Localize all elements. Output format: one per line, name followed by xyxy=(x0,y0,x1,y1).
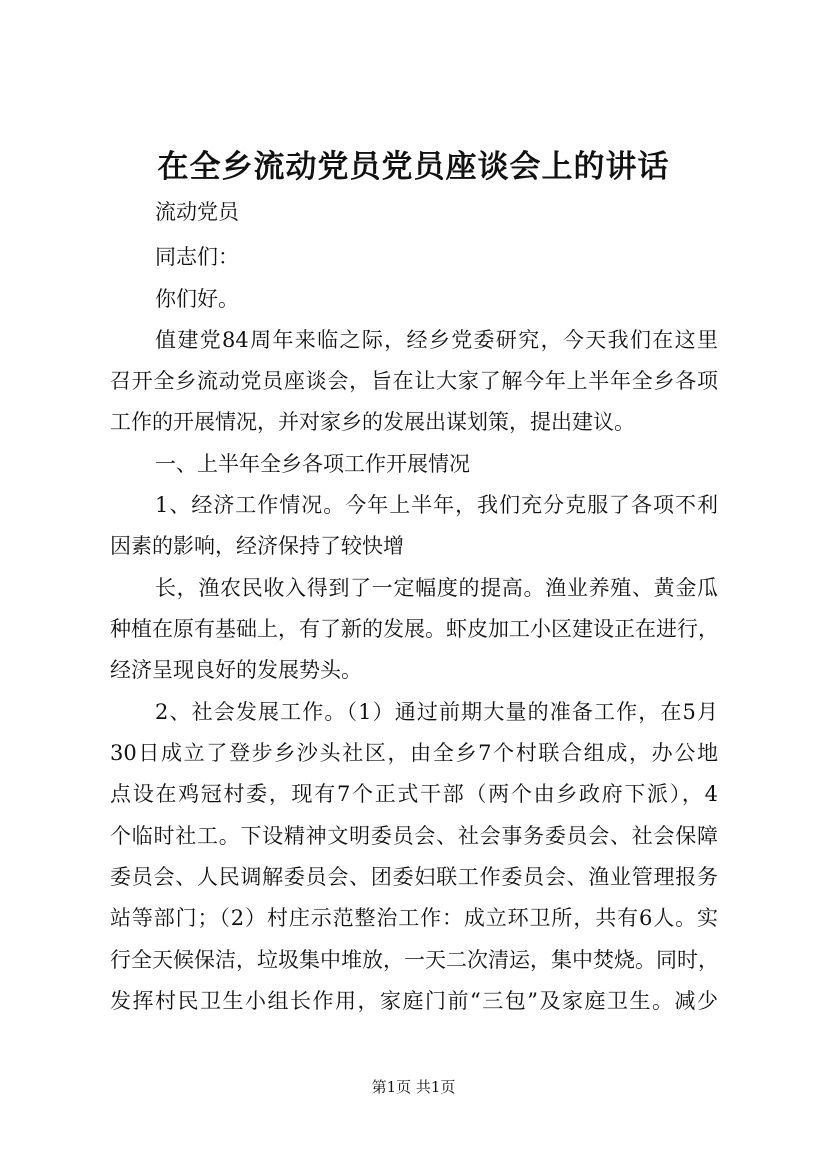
paragraph-line: 因素的影响，经济保持了较快增 xyxy=(110,534,404,558)
paragraph-line: 长，渔农民收入得到了一定幅度的提高。渔业养殖、黄金瓜 xyxy=(155,576,718,600)
paragraph-line: 1、经济工作情况。今年上半年，我们充分克服了各项不利 xyxy=(155,493,718,517)
paragraph-line: 发挥村民卫生小组长作用，家庭门前“三包”及家庭卫生。减少 xyxy=(110,989,718,1013)
text-line: 流动党员 xyxy=(155,200,239,224)
paragraph-line: 委员会、人民调解委员会、团委妇联工作委员会、渔业管理报务 xyxy=(110,865,718,889)
paragraph-line: 行全天候保洁，垃圾集中堆放，一天二次清运，集中焚烧。同时， xyxy=(110,948,719,972)
paragraph-line: 工作的开展情况，并对家乡的发展出谋划策，提出建议。 xyxy=(110,410,635,434)
paragraph-line: 2、社会发展工作。（1）通过前期大量的准备工作，在5月 xyxy=(155,700,718,724)
paragraph-line: 经济呈现良好的发展势头。 xyxy=(110,658,362,682)
paragraph-line: 站等部门；（2）村庄示范整治工作：成立环卫所，共有6人。实 xyxy=(110,906,718,930)
paragraph-line: 30日成立了登步乡沙头社区，由全乡7个村联合组成，办公地 xyxy=(110,741,718,765)
paragraph-line: 个临时社工。下设精神文明委员会、社会事务委员会、社会保障 xyxy=(110,824,718,848)
paragraph-line: 种植在原有基础上，有了新的发展。虾皮加工小区建设正在进行， xyxy=(110,617,719,641)
greeting-line: 你们好。 xyxy=(155,287,239,311)
paragraph-line: 召开全乡流动党员座谈会，旨在让大家了解今年上半年全乡各项 xyxy=(110,369,718,393)
page-number-footer: 第1页 共1页 xyxy=(371,1078,456,1096)
section-heading: 一、上半年全乡各项工作开展情况 xyxy=(155,452,470,476)
document-title: 在全乡流动党员党员座谈会上的讲话 xyxy=(157,149,670,185)
paragraph-line: 值建党84周年来临之际，经乡党委研究，今天我们在这里 xyxy=(155,328,718,352)
salutation-line: 同志们： xyxy=(155,245,239,269)
paragraph-line: 点设在鸡冠村委，现有7个正式干部（两个由乡政府下派），4 xyxy=(110,782,718,806)
